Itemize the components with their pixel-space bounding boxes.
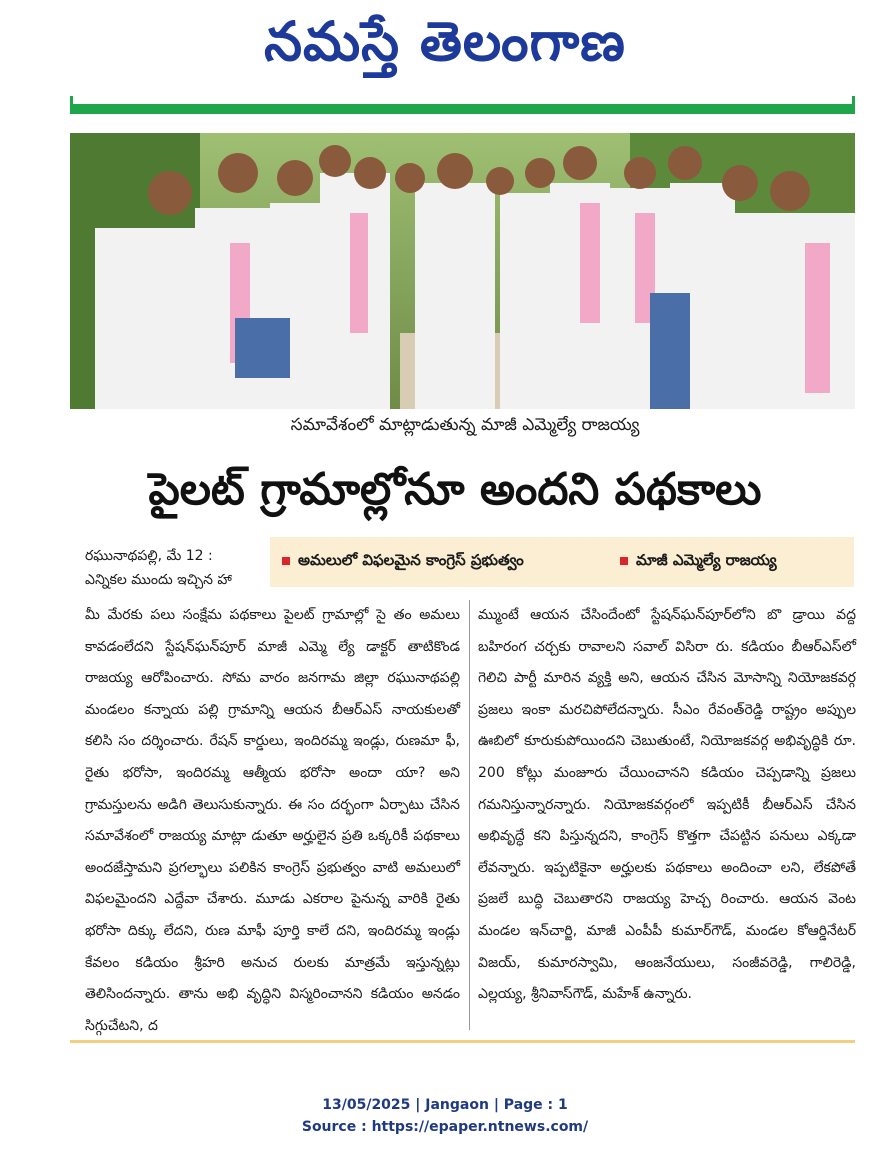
column-divider bbox=[469, 600, 470, 1030]
news-photo bbox=[70, 133, 855, 409]
bullet-square-icon bbox=[620, 557, 628, 565]
article-lead: ఎన్నికల ముందు ఇచ్చిన హా bbox=[85, 572, 232, 588]
newspaper-logo: నమస్తే తెలంగాణ bbox=[264, 10, 626, 73]
article-headline: పైలట్ గ్రామాల్లోనూ అందని పథకాలు bbox=[148, 464, 762, 515]
article-column-1 bbox=[85, 600, 460, 1034]
group-photo-image bbox=[70, 133, 855, 409]
photo-caption: సమావేశంలో మాట్లాడుతున్న మాజీ ఎమ్మెల్యే రాజయ్య bbox=[290, 415, 640, 435]
bottom-rule bbox=[70, 1040, 855, 1043]
masthead bbox=[0, 0, 890, 100]
masthead-rule bbox=[70, 104, 855, 114]
column-2-text: మ్ముంటే ఆయన చేసిందేంటో స్టేషన్‌ఘన్‌పూర్‌లోని బొ డ్రాయి వద్ద బహిరంగ చర్చకు రావాలని సవాల్ విసిరా రు. కడియం బీఆర్‌ఎస్‌లో గెలిచి పార్టీ మారిన వ్యక్తి అని, ఆయన చేసిన మోసాన్ని నియోజకవర్గ ప్రజలు ఇంకా మరచిపోలేదన్నారు. సీఎం రేవంత్‌రెడ్డి రాష్ట్రం అప్పుల ఊబిలో కూరుకుపోయిందని చెబుతుంటే, నియోజకవర్గ అభివృద్ధికి రూ. 200 కోట్లు మంజూరు చేయించానని కడియం చెప్పడాన్ని ప్రజలు గమనిస్తున్నారన్నారు. నియోజకవర్గంలో ఇప్పటికీ బీఆర్‌ఎస్ చేసిన అభివృద్ధే కని పిస్తున్నదని, కాంగ్రెస్ కొత్తగా చేపట్టిన పనులు ఎక్కడా లేవన్నారు. ఇప్పటికైనా అర్హులకు పథకాలు అందించా లని, లేకపోతే ప్రజలే బుద్ధి చెబుతారని రాజయ్య హెచ్చ రించారు. ఆయన వెంట మండల ఇన్‌చార్జి, మాజీ ఎంపీపీ కుమార్‌గౌడ్, మండల కోఆర్డినేటర్ విజయ్, కుమారస్వామి, ఆంజనేయులు, సంజీవరెడ్డి, గాలిరెడ్డి, ఎల్లయ్య, శ్రీనివాస్‌గౌడ్, మహేశ్ ఉన్నారు. bbox=[478, 607, 856, 1003]
article-column-2 bbox=[478, 600, 856, 1030]
bullet-square-icon bbox=[282, 557, 290, 565]
column-1-text: మీ మేరకు పలు సంక్షేమ పథకాలు పైలట్ గ్రామాల్లో సై తం అమలు కావడంలేదని స్టేషన్‌ఘన్‌పూర్ మాజీ ఎమ్మె ల్యే డాక్టర్ తాటికొండ రాజయ్య ఆరోపించారు. సోమ వారం జనగామ జిల్లా రఘునాథపల్లి మండలం కన్నాయ పల్లి గ్రామాన్ని ఆయన బీఆర్‌ఎస్ నాయకులతో కలిసి సం దర్శించారు. రేషన్ కార్డులు, ఇందిరమ్మ ఇండ్లు, రుణమా ఫీ, రైతు భరోసా, ఇందిరమ్మ ఆత్మీయ భరోసా అందా యా? అని గ్రామస్తులను అడిగి తెలుసుకున్నారు. ఈ సం దర్భంగా ఏర్పాటు చేసిన సమావేశంలో రాజయ్య మాట్లా డుతూ అర్హులైన ప్రతి ఒక్కరికీ పథకాలు అందజేస్తామని ప్రగల్భాలు పలికిన కాంగ్రెస్ ప్రభుత్వం వాటి అమలులో విఫలమైందని ఎద్దేవా చేశారు. మూడు ఎకరాల పైనున్న వారికి రైతు భరోసా దిక్కు లేదని, రుణ మాఫీ పూర్తి కాలే దని, ఇందిరమ్మ ఇండ్లు కేవలం కడియం శ్రీహరి అనుచ రులకు మాత్రమే ఇస్తున్నట్లు తెలిసిందన్నారు. తాను అభి వృద్ధిని విస్మరించానని కడియం అనడం సిగ్గుచేటని, ద bbox=[85, 607, 460, 1034]
subhead-2: మాజీ ఎమ్మెల్యే రాజయ్య bbox=[620, 551, 777, 573]
article-dateline: రఘునాథపల్లి, మే 12 : bbox=[85, 548, 213, 564]
footer-source-link[interactable]: Source : https://epaper.ntnews.com/ bbox=[301, 1119, 589, 1135]
subhead-box bbox=[270, 537, 854, 587]
footer-edition-info: 13/05/2025 | Jangaon | Page : 1 bbox=[322, 1097, 568, 1113]
subhead-1: అమలులో విఫలమైన కాంగ్రెస్ ప్రభుత్వం bbox=[282, 551, 524, 573]
